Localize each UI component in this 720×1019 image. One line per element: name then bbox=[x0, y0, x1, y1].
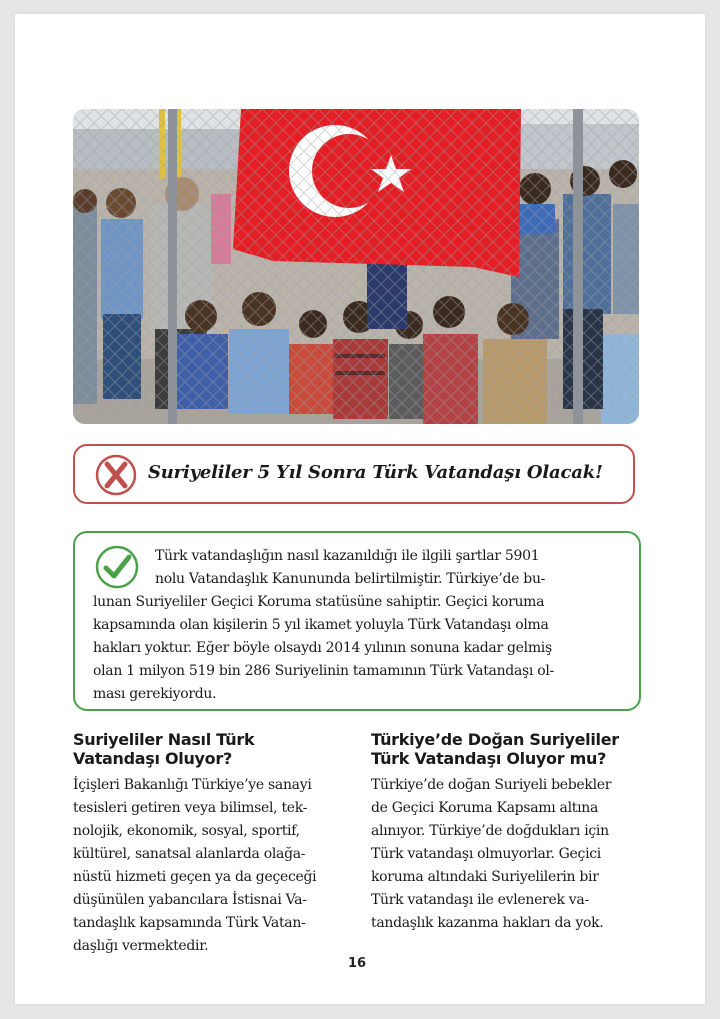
right-column-line: Türk vatandaşı olmuyorlar. Geçici bbox=[371, 846, 601, 862]
left-column-line: İçişleri Bakanlığı Türkiye’ye sanayi bbox=[73, 777, 312, 793]
right-column-line: tandaşlık kazanma hakları da yok. bbox=[371, 915, 604, 931]
left-column-line: tandaşlık kapsamında Türk Vatan- bbox=[73, 915, 306, 931]
left-column-line: kültürel, sanatsal alanlarda olağa- bbox=[73, 846, 306, 862]
right-column-line: Türk vatandaşı ile evlenerek va- bbox=[371, 892, 589, 908]
fact-line: lunan Suriyeliler Geçici Koruma statüsüne sahiptir. Geçici koruma bbox=[93, 594, 545, 610]
fact-line: nolu Vatandaşlık Kanununda belirtilmiştir. Türkiye’de bu- bbox=[155, 571, 546, 587]
right-column-line: alınıyor. Türkiye’de doğdukları için bbox=[371, 823, 609, 839]
left-column-line: nolojik, ekonomik, sosyal, sportif, bbox=[73, 823, 300, 839]
left-column-title-line-1: Suriyeliler Nasıl Türk bbox=[73, 730, 255, 749]
right-column-line: koruma altındaki Suriyelilerin bir bbox=[371, 869, 599, 885]
right-column-line: de Geçici Koruma Kapsamı altına bbox=[371, 800, 599, 816]
document-page bbox=[15, 14, 705, 1004]
right-column-line: Türkiye’de doğan Suriyeli bebekler bbox=[371, 777, 612, 793]
fact-line: kapsamında olan kişilerin 5 yıl ikamet yoluyla Türk Vatandaşı olma bbox=[93, 617, 549, 633]
fact-text bbox=[75, 533, 639, 709]
left-column-line: nüstü hizmeti geçen ya da geçeceği bbox=[73, 869, 317, 885]
left-column-title-line-2: Vatandaşı Oluyor? bbox=[73, 749, 232, 768]
right-column-title-line-1: Türkiye’de Doğan Suriyeliler bbox=[371, 730, 619, 749]
fact-line: hakları yoktur. Eğer böyle olsaydı 2014 yılının sonuna kadar gelmiş bbox=[93, 640, 552, 656]
fact-box bbox=[73, 531, 641, 711]
fact-line: Türk vatandaşlığın nasıl kazanıldığı ile ilgili şartlar 5901 bbox=[155, 548, 540, 564]
myth-claim-box bbox=[73, 444, 635, 504]
fact-line: olan 1 milyon 519 bin 286 Suriyelinin tamamının Türk Vatandaşı ol- bbox=[93, 663, 554, 679]
page-number: 16 bbox=[348, 956, 367, 971]
myth-claim-text: Suriyeliler 5 Yıl Sonra Türk Vatandaşı Olacak! bbox=[148, 462, 603, 483]
fact-line: ması gerekiyordu. bbox=[93, 686, 217, 702]
right-column-title-line-2: Türk Vatandaşı Oluyor mu? bbox=[371, 749, 607, 768]
left-column-line: daşlığı vermektedir. bbox=[73, 938, 209, 954]
x-mark-icon bbox=[95, 454, 137, 496]
left-column-line: tesisleri getiren veya bilimsel, tek- bbox=[73, 800, 308, 816]
photo-refugee-children-behind-fence bbox=[73, 109, 639, 424]
left-column-line: düşünülen yabancılara İstisnai Va- bbox=[73, 892, 307, 908]
